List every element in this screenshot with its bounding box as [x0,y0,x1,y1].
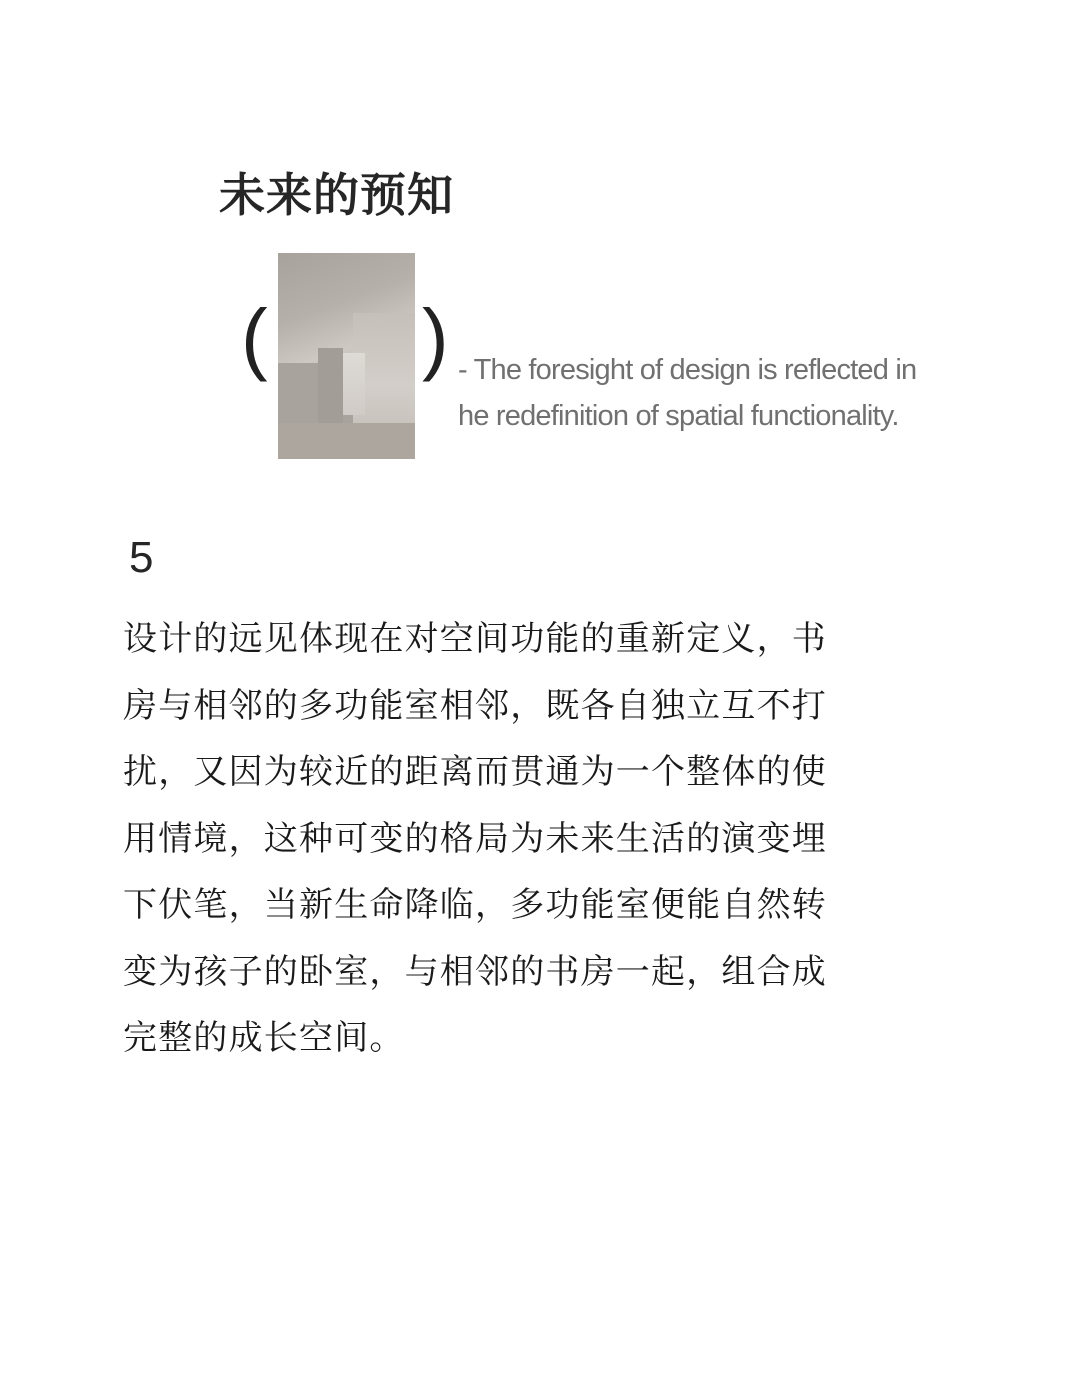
english-caption [458,347,916,439]
interior-room-photo [278,253,415,459]
paragraph-line: 完整的成长空间。 [123,1018,405,1058]
caption-line: he redefinition of spatial functionality. [458,400,899,432]
body-paragraph [123,606,903,1072]
right-parenthesis: ) [422,293,449,382]
paragraph-line: 变为孩子的卧室，与相邻的书房一起，组合成 [123,951,827,992]
paragraph-line: 用情境，这种可变的格局为未来生活的演变埋 [123,818,827,859]
left-parenthesis: ( [241,293,268,382]
paragraph-line: 下伏笔，当新生命降临，多功能室便能自然转 [123,885,827,925]
paragraph-line: 设计的远见体现在对空间功能的重新定义，书 [123,619,827,659]
caption-line: - The foresight of design is reflected in [458,354,917,386]
paragraph-line: 房与相邻的多功能室相邻，既各自独立互不打 [123,685,827,726]
photo-window [343,353,365,415]
section-number: 5 [129,533,154,582]
photo-floor [278,423,415,459]
paragraph-line: 扰，又因为较近的距离而贯通为一个整体的使 [123,752,827,792]
page-title: 未来的预知 [219,168,454,222]
